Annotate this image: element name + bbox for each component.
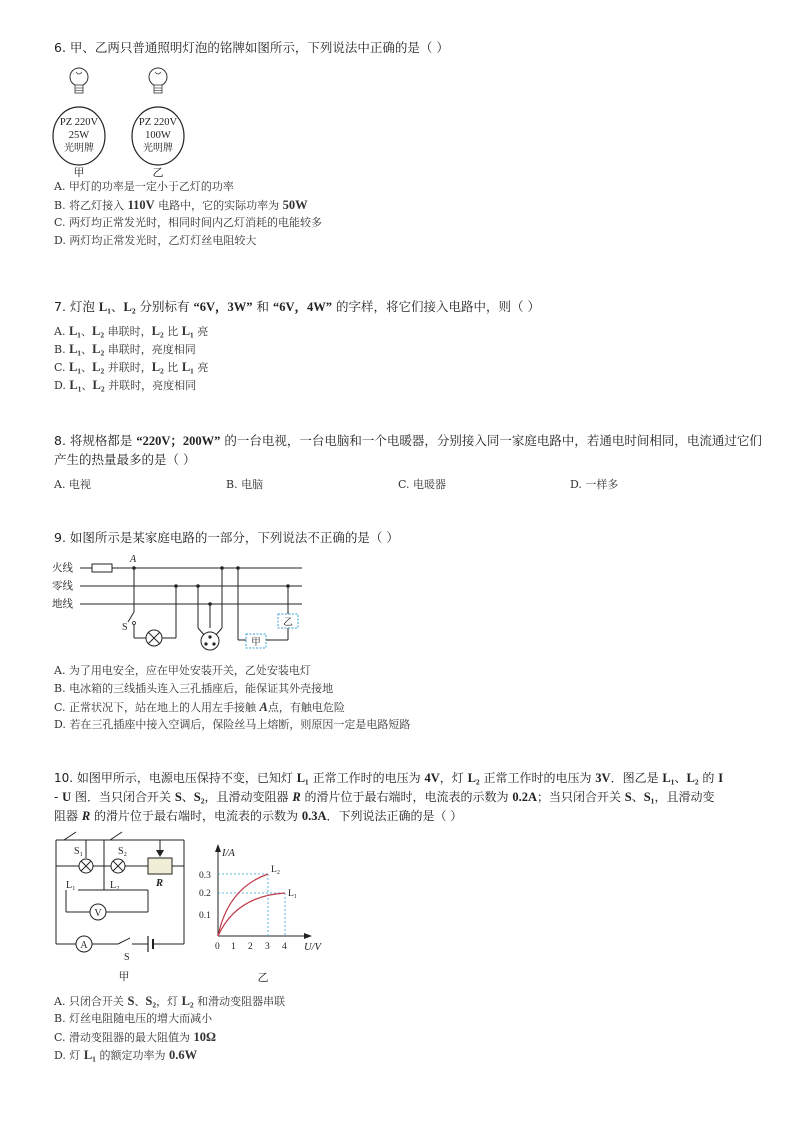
switch-s1-label: S₁ — [74, 846, 84, 857]
x-tick-3: 3 — [265, 942, 270, 952]
q7-option-c: C. L₁、L₂ 并联时，L₂ 比 L₁ 亮 — [54, 360, 209, 374]
rheostat-icon — [148, 858, 172, 874]
x-tick-4: 4 — [282, 942, 287, 952]
bulb-a-line3: 光明牌 — [64, 143, 94, 154]
q10-stem-line2: - U 图．当只闭合开关 S、S₂，且滑动变阻器 R 的滑片位于最右端时，电流表的示数为 0.2A；当只闭合开关 S、S₁，且滑动变 — [54, 790, 715, 804]
q8-option-d: D. 一样多 — [570, 478, 619, 491]
switch-s-main-icon — [118, 938, 130, 944]
q8-option-a: A. 电视 — [54, 478, 91, 491]
x-tick-0: 0 — [215, 942, 220, 952]
q8-option-b: B. 电脑 — [226, 478, 264, 491]
q8-option-c: C. 电暖器 — [398, 478, 447, 491]
three-pin-socket-icon — [201, 632, 219, 650]
y-tick-03: 0.3 — [199, 871, 211, 881]
bulb-b-line1: PZ 220V — [138, 117, 178, 128]
fuse-icon — [92, 564, 112, 572]
ammeter-label: A — [80, 940, 88, 951]
q8-stem-line1: 8. 将规格都是 “220V；200W” 的一台电视，一台电脑和一个电暖器，分别接入同一家庭电路中，若通电时间相同，电流通过它们 — [54, 433, 762, 448]
rheostat-label: R — [156, 878, 164, 889]
bulb-a-line1: PZ 220V — [59, 117, 99, 128]
bulb-b-line3: 光明牌 — [143, 143, 173, 154]
figure-yi-label: 乙 — [257, 972, 269, 984]
switch-s1-icon — [64, 832, 76, 840]
switch-s-main-label: S — [124, 952, 130, 963]
curve-l1-label: L₁ — [288, 889, 298, 899]
point-a-label: A — [130, 554, 137, 565]
q7-stem: 7. 灯泡 L₁、L₂ 分别标有 “6V，3W” 和 “6V，4W” 的字样，将它们接入电路中，则（ ） — [54, 299, 540, 314]
q10-option-d: D. 灯 L₁ 的额定功率为 0.6W — [54, 1048, 198, 1062]
x-axis-label: U/V — [304, 942, 321, 953]
svg-text:甲: 甲 — [251, 638, 261, 648]
q9-option-c: C. 正常状况下，站在地上的人用左手接触 A点，有触电危险 — [54, 700, 345, 714]
q9-option-a: A. 为了用电安全，应在甲处安装开关，乙处安装电灯 — [54, 664, 311, 677]
switch-s2-label: S₂ — [118, 846, 128, 857]
svg-text:乙: 乙 — [283, 618, 293, 628]
curve-l1 — [218, 893, 285, 936]
lamp-l2-label: L₂ — [110, 880, 120, 891]
curve-l2 — [218, 874, 268, 936]
x-tick-1: 1 — [231, 942, 236, 952]
switch-s-icon — [128, 612, 134, 622]
q7-option-a: A. L₁、L₂ 串联时，L₂ 比 L₁ 亮 — [54, 324, 209, 338]
switch-s2-icon — [110, 832, 122, 840]
y-tick-01: 0.1 — [199, 911, 211, 921]
lamp-l1-icon — [79, 859, 93, 873]
q7-option-b: B. L₁、L₂ 串联时，亮度相同 — [54, 342, 196, 356]
q9-stem: 9. 如图所示是某家庭电路的一部分，下列说法不正确的是（ ） — [54, 530, 399, 545]
voltmeter-label: V — [94, 908, 102, 919]
q6-bulbs-figure — [50, 60, 200, 180]
q9-circuit-diagram — [50, 550, 310, 660]
live-wire-label: 火线 — [52, 563, 73, 574]
q6-option-d: D. 两灯均正常发光时，乙灯灯丝电阻较大 — [54, 234, 257, 247]
q6-option-b: B. 将乙灯接入 110V 电路中，它的实际功率为 50W — [54, 198, 308, 212]
q6-option-a: A. 甲灯的功率是一定小于乙灯的功率 — [54, 180, 234, 193]
lamp-l2-icon — [111, 859, 125, 873]
q10-option-c: C. 滑动变阻器的最大阻值为 10Ω — [54, 1030, 217, 1044]
lamp-icon — [146, 630, 162, 646]
q10-iu-graph — [196, 838, 336, 988]
neutral-wire-label: 零线 — [52, 581, 73, 592]
q10-stem-line1: 10. 如图甲所示，电源电压保持不变，已知灯 L₁ 正常工作时的电压为 4V，灯 L₂ 正常工作时的电压为 3V．图乙是 L₁、L₂ 的 I — [54, 771, 724, 785]
q10-circuit-figure — [48, 830, 198, 985]
q6-option-c: C. 两灯均正常发光时，相同时间内乙灯消耗的电能较多 — [54, 216, 323, 229]
bulb-a-label: 甲 — [73, 167, 85, 179]
y-axis-label: I/A — [222, 848, 235, 859]
q8-stem-line2: 产生的热量最多的是（ ） — [54, 452, 196, 467]
q6-stem: 6. 甲、乙两只普通照明灯泡的铭牌如图所示，下列说法中正确的是（ ） — [54, 40, 449, 55]
q10-stem-line3: 阻器 R 的滑片位于最右端时，电流表的示数为 0.3A．下列说法正确的是（ ） — [54, 809, 463, 823]
bulb-b-line2: 100W — [145, 130, 171, 141]
q9-option-d: D. 若在三孔插座中接入空调后，保险丝马上熔断，则原因一定是电路短路 — [54, 718, 411, 731]
q7-option-d: D. L₁、L₂ 并联时，亮度相同 — [54, 378, 197, 392]
q10-option-a: A. 只闭合开关 S、S₂，灯 L₂ 和滑动变阻器串联 — [54, 994, 286, 1008]
q10-option-b: B. 灯丝电阻随电压的增大而减小 — [54, 1012, 213, 1025]
ground-wire-label: 地线 — [52, 599, 73, 610]
bulb-a-line2: 25W — [68, 130, 90, 141]
y-tick-02: 0.2 — [199, 889, 211, 899]
lamp-l1-label: L₁ — [66, 880, 76, 891]
q9-option-b: B. 电冰箱的三线插头连入三孔插座后，能保证其外壳接地 — [54, 682, 334, 695]
figure-jia-label: 甲 — [118, 971, 130, 983]
bulb-b-label: 乙 — [152, 167, 164, 179]
curve-l2-label: L₂ — [271, 865, 281, 875]
x-tick-2: 2 — [248, 942, 253, 952]
switch-s-label: S — [122, 622, 128, 633]
